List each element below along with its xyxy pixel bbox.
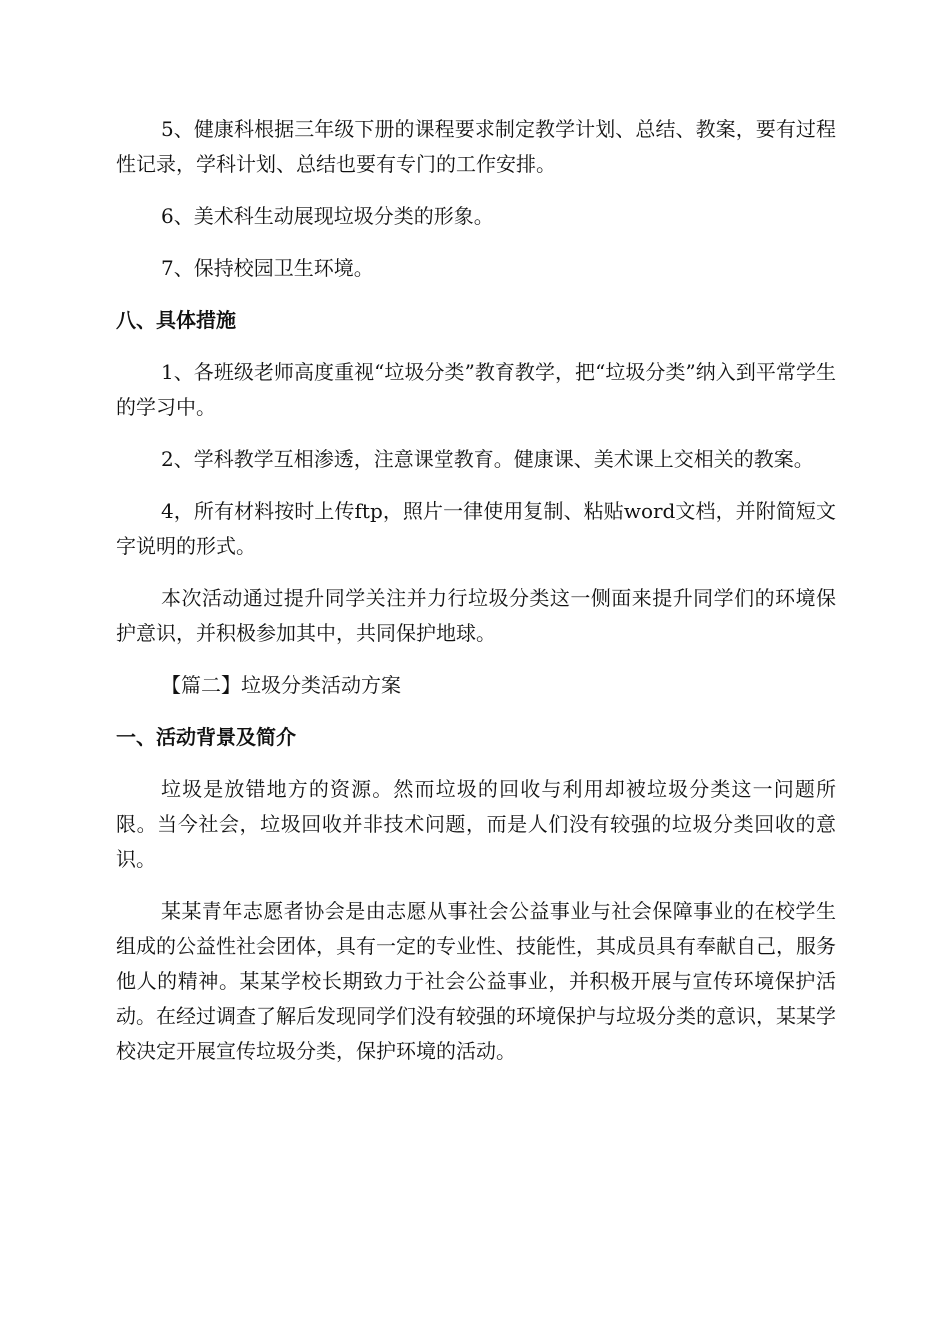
section-heading-measures: 八、具体措施 (116, 308, 236, 332)
section-heading-background: 一、活动背景及简介 (116, 725, 296, 749)
paragraph-measure-1: 1、各班级老师高度重视“垃圾分类”教育教学，把“垃圾分类”纳入到平常学生的学习中。 (116, 360, 836, 419)
document-page (116, 112, 836, 1086)
paragraph-art-image: 6、美术科生动展现垃圾分类的形象。 (161, 204, 494, 228)
paragraph-measure-4: 4，所有材料按时上传ftp，照片一律使用复制、粘贴word文档，并附简短文字说明的形式。 (116, 499, 836, 558)
paragraph-measure-2: 2、学科教学互相渗透，注意课堂教育。健康课、美术课上交相关的教案。 (161, 447, 814, 471)
paragraph-health-plan: 5、健康科根据三年级下册的课程要求制定教学计划、总结、教案，要有过程性记录，学科计划、总结也要有专门的工作安排。 (116, 117, 836, 176)
paragraph-background-2: 某某青年志愿者协会是由志愿从事社会公益事业与社会保障事业的在校学生组成的公益性社会团体，具有一定的专业性、技能性，其成员具有奉献自己，服务他人的精神。某某学校长期致力于社会公益事业，并积极开展与宣传环境保护活动。在经过调查了解后发现同学们没有较强的环境保护与垃圾分类的意识，某某学校决定开展宣传垃圾分类，保护环境的活动。 (116, 899, 836, 1063)
article-subtitle: 【篇二】垃圾分类活动方案 (161, 673, 401, 697)
paragraph-background-1: 垃圾是放错地方的资源。然而垃圾的回收与利用却被垃圾分类这一问题所限。当今社会，垃圾回收并非技术问题，而是人们没有较强的垃圾分类回收的意识。 (116, 777, 836, 871)
paragraph-campus-hygiene: 7、保持校园卫生环境。 (161, 256, 374, 280)
paragraph-conclusion: 本次活动通过提升同学关注并力行垃圾分类这一侧面来提升同学们的环境保护意识，并积极参加其中，共同保护地球。 (116, 586, 836, 645)
